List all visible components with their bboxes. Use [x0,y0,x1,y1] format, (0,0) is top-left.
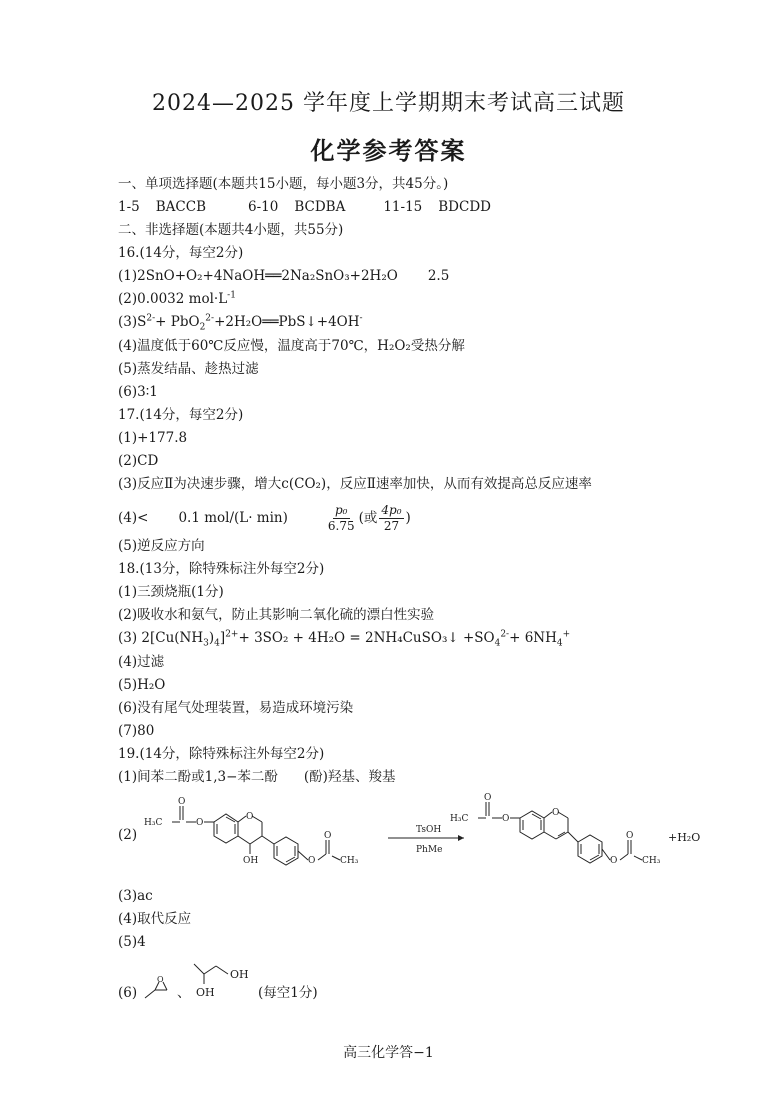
q16-a2-text: (2)0.0032 mol·L [118,291,228,307]
propanediol-oh2-label: OH [196,986,215,999]
q17-a4-f1-num: p₀ [335,502,348,517]
q19-a6-note: (每空1分) [258,985,318,1001]
q16-answer-6: (6)3∶1 [118,384,158,400]
q16-a3-s3: - [359,313,363,324]
page-footer: 高三化学答−1 [343,1045,434,1061]
section2-heading: 二、非选择题(本题共4小题，共55分) [118,222,344,238]
q16-a2-sup: -1 [227,290,236,301]
q16-heading: 16.(14分，每空2分) [118,245,244,261]
q19-a1-p2: (酚)羟基、羧基 [303,769,396,785]
product-structure [450,792,665,882]
q19-answer-5: (5)4 [118,934,146,950]
q17-a4-or: (或 [358,510,378,526]
q18-a3-sub2: 4 [214,638,220,649]
q16-a3-p1: (3)S [118,314,147,330]
q17-a4-f2-den: 27 [383,518,400,533]
reactant-h3c-label: H₃C [144,818,163,828]
q19-heading: 19.(14分，除特殊标注外每空2分) [118,746,325,762]
q16-a3-p2: + PbO [155,314,200,330]
q18-a3-sup3: + [562,629,571,640]
epoxide-o-label: O [157,975,164,984]
product-o-ester2-label: O [610,856,618,866]
q17-answer-3: (3)反应Ⅱ为决速步骤，增大c(CO₂)，反应Ⅱ速率加快，从而有效提高总反应速率 [118,476,592,492]
q16-a1-equation: (1)2SnO+O₂+4NaOH══2Na₂SnO₃+2H₂O [118,268,398,284]
reactant-oh-label: OH [243,856,259,866]
q18-a3-p1: (3) 2[Cu(NH [118,630,204,646]
q18-answer-7: (7)80 [118,723,155,739]
q19-a2-byproduct: +H₂O [668,831,701,844]
q18-a3-p4: + 3SO₂ + 4H₂O = 2NH₄CuSO₃↓ +SO [238,630,495,646]
mc-range-3: 11-15 [383,199,423,215]
q17-a4-f2-num: 4p₀ [381,502,402,517]
q17-answer-4 [118,499,411,537]
q17-a4-close: ) [405,510,411,526]
reactant-ch3-label: CH₃ [340,856,359,866]
q17-answer-5: (5)逆反应方向 [118,538,205,554]
q16-a3-s1: 2- [146,313,156,324]
q18-answer-6: (6)没有尾气处理装置，易造成环境污染 [118,700,354,716]
q18-a3-sub3: 4 [494,638,501,649]
q16-a3-sub2: 2 [199,322,206,333]
q18-a3-p3: ] [219,630,226,646]
q18-heading: 18.(13分，除特殊标注外每空2分) [118,561,325,577]
section1-heading: 一、单项选择题(本题共15小题，每小题3分，共45分。) [118,176,449,192]
reagent-bottom: PhMe [416,845,443,855]
q16-answer-3 [118,313,363,331]
q17-answer-1: (1)+177.8 [118,430,188,446]
reactant-structure [140,792,390,882]
q18-a3-p5: + 6NH [509,630,557,646]
q19-answer-3: (3)ac [118,888,153,904]
q18-answer-3 [118,629,570,647]
q17-a4-pre: (4)< [118,510,149,526]
q16-a3-s2: 2- [205,313,215,324]
q19-a6-label: (6) [118,985,138,1001]
q18-answer-4: (4)过滤 [118,654,165,670]
q19-a1-p1: (1)间苯二酚或1,3−苯二酚 [118,769,278,785]
propanediol-structure [190,960,252,1002]
q17-a4-fraction-2 [379,503,403,534]
q16-a1-value: 2.5 [427,268,450,284]
q16-answer-1 [118,267,449,285]
mc-answers [118,198,491,216]
q17-answer-2: (2)CD [118,453,159,469]
product-o-ring-label: O [552,808,560,818]
product-h3c-label: H₃C [450,814,469,824]
reactant-o-top2-label: O [324,831,332,841]
q17-a4-rate: 0.1 mol/(L· min) [178,510,288,526]
q16-answer-2 [118,290,236,308]
epoxide-structure [143,972,175,1002]
q16-a3-p3: +2H₂O══PbS↓+4OH [214,314,360,330]
q18-answer-5: (5)H₂O [118,677,166,693]
q18-a3-sup2: 2- [500,629,510,640]
propanediol-oh1-label: OH [230,968,249,981]
q18-a3-sub4: 4 [556,638,563,649]
mc-range-1: 1-5 [118,199,140,215]
product-ch3-label: CH₃ [642,856,661,866]
page-title: 2024—2025 学年度上学期期末考试高三试题 [152,91,625,116]
q16-answer-4: (4)温度低于60℃反应慢，温度高于70℃，H₂O₂受热分解 [118,338,465,354]
mc-ans-1: BACCB [155,199,206,215]
reagent-top: TsOH [416,825,442,835]
product-o-ester-label: O [502,814,510,824]
q17-a4-f1-den: 6.75 [327,518,355,533]
q19-answer-1 [118,768,395,786]
reactant-o-ester2-label: O [308,856,316,866]
reactant-o-ring-label: O [246,812,254,822]
q18-a3-p2: ) [208,630,215,646]
q17-a4-fraction-1 [326,503,357,534]
mc-ans-3: BDCDD [438,199,491,215]
mc-ans-2: BCDBA [294,199,346,215]
q18-answer-1: (1)三颈烧瓶(1分) [118,584,224,600]
q17-heading: 17.(14分，每空2分) [118,407,244,423]
q19-a6-sep: 、 [177,985,191,1001]
mc-range-2: 6-10 [248,199,279,215]
q18-answer-2: (2)吸收水和氨气，防止其影响二氧化硫的漂白性实验 [118,607,435,623]
q18-a3-sup1: 2+ [225,629,239,640]
reactant-o-ester-label: O [196,818,204,828]
product-o-top-label: O [484,793,492,803]
reactant-o-top-label: O [178,797,186,807]
q19-a2-label: (2) [118,827,138,843]
q16-answer-5: (5)蒸发结晶、趁热过滤 [118,361,259,377]
page-subtitle: 化学参考答案 [310,137,467,165]
product-o-top2-label: O [626,831,634,841]
q18-a3-sub1: 3 [203,638,209,649]
q19-answer-4: (4)取代反应 [118,911,192,927]
